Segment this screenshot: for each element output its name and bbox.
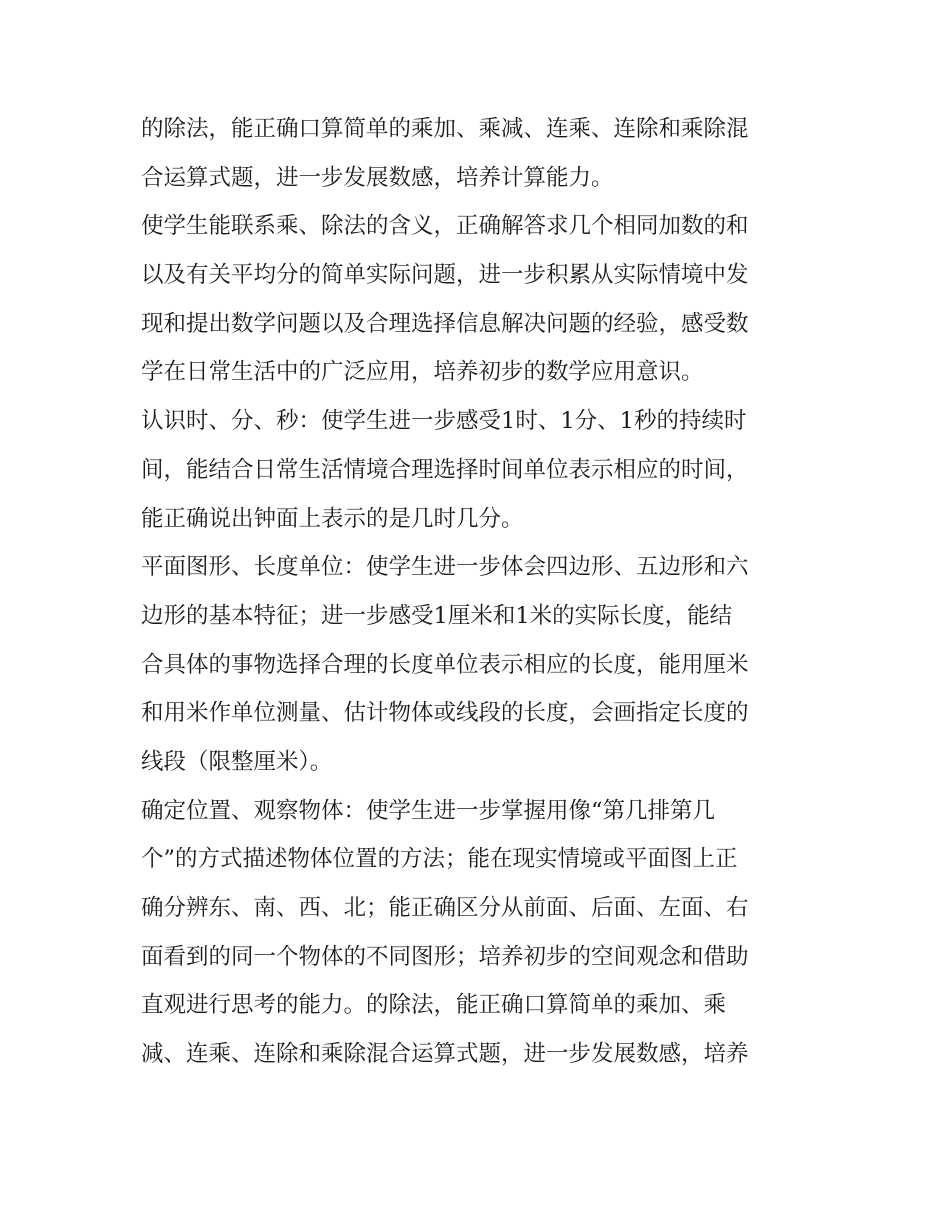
text-line: 个”的方式描述物体位置的方法；能在现实情境或平面图上正 xyxy=(141,846,738,873)
text-line: 间，能结合日常生活情境合理选择时间单位表示相应的时间， xyxy=(141,456,749,483)
text-line: 现和提出数学问题以及合理选择信息解决问题的经验，感受数 xyxy=(141,310,749,337)
text-line: 面看到的同一个物体的不同图形；培养初步的空间观念和借助 xyxy=(141,943,749,970)
text-line: 和用米作单位测量、估计物体或线段的长度，会画指定长度的 xyxy=(141,700,749,727)
document-body xyxy=(141,105,813,1079)
text-line: 线段（限整厘米）。 xyxy=(141,748,333,775)
text-line: 学在日常生活中的广泛应用，培养初步的数学应用意识。 xyxy=(141,359,704,386)
text-line: 减、连乘、连除和乘除混合运算式题，进一步发展数感，培养 xyxy=(141,1041,749,1068)
text-line: 确定位置、观察物体：使学生进一步掌握用像“第几排第几 xyxy=(141,797,716,824)
text-line: 合运算式题，进一步发展数感，培养计算能力。 xyxy=(141,164,614,191)
text-line: 认识时、分、秒：使学生进一步感受1时、1分、1秒的持续时 xyxy=(141,408,747,435)
text-line: 合具体的事物选择合理的长度单位表示相应的长度，能用厘米 xyxy=(141,651,749,678)
text-line: 的除法，能正确口算简单的乘加、乘减、连乘、连除和乘除混 xyxy=(141,116,749,142)
text-line: 使学生能联系乘、除法的含义，正确解答求几个相同加数的和 xyxy=(141,213,749,240)
text-line: 以及有关平均分的简单实际问题，进一步积累从实际情境中发 xyxy=(141,262,749,289)
text-line: 确分辨东、南、西、北；能正确区分从前面、后面、左面、右 xyxy=(141,895,749,921)
text-line: 边形的基本特征；进一步感受1厘米和1米的实际长度，能结 xyxy=(141,602,733,629)
text-line: 能正确说出钟面上表示的是几时几分。 xyxy=(141,505,524,532)
text-line: 平面图形、长度单位：使学生进一步体会四边形、五边形和六 xyxy=(141,554,749,581)
text-line: 直观进行思考的能力。的除法，能正确口算简单的乘加、乘 xyxy=(141,992,727,1019)
